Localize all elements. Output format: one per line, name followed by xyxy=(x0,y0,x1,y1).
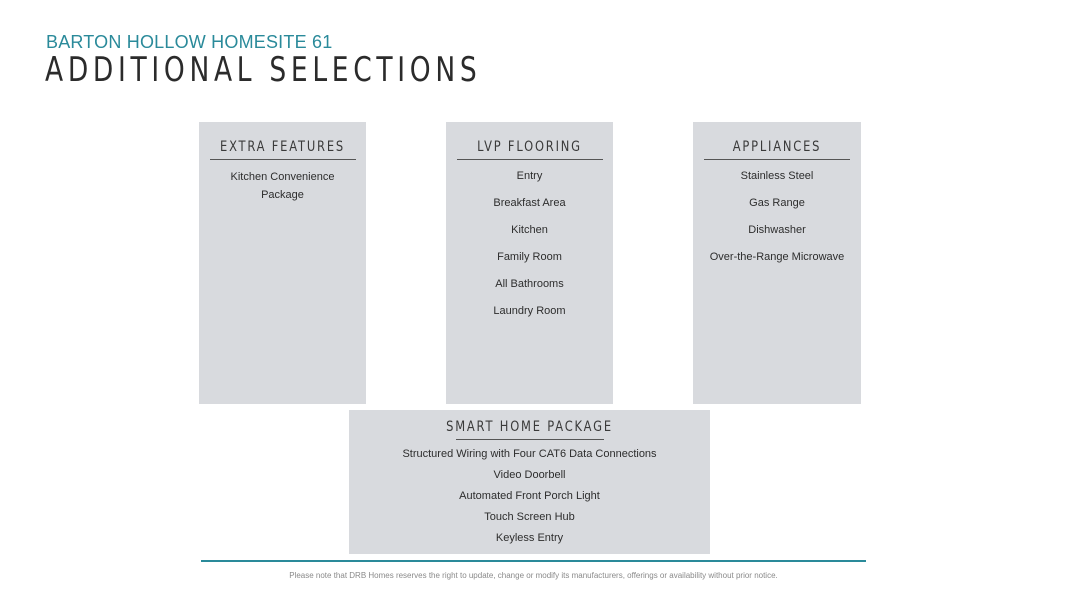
disclaimer-text: Please note that DRB Homes reserves the right to update, change or modify its manufacturers, offerings or availability without prior notice. xyxy=(289,571,778,580)
list-item: All Bathrooms xyxy=(495,278,564,291)
page-title: ADDITIONAL SELECTIONS xyxy=(45,50,482,90)
list-item: Kitchen xyxy=(511,224,548,237)
list-item: Keyless Entry xyxy=(495,532,564,545)
heading-divider xyxy=(704,159,850,160)
heading-divider xyxy=(456,439,604,440)
appliances-card xyxy=(693,122,861,404)
list-item: Automated Front Porch Light xyxy=(459,490,600,503)
list-item: Gas Range xyxy=(749,197,805,210)
list-item: Breakfast Area xyxy=(493,197,566,210)
heading-divider xyxy=(210,159,356,160)
page-subtitle: BARTON HOLLOW HOMESITE 61 xyxy=(46,32,333,52)
extra-features-heading: EXTRA FEATURES xyxy=(220,139,345,155)
extra-features-card xyxy=(199,122,366,404)
list-item: Video Doorbell xyxy=(493,469,566,482)
heading-divider xyxy=(457,159,603,160)
list-item: Dishwasher xyxy=(748,224,806,237)
list-item: Touch Screen Hub xyxy=(484,511,575,524)
footer-divider xyxy=(201,560,866,562)
list-item: Entry xyxy=(516,170,543,182)
list-item: Family Room xyxy=(497,251,562,264)
list-item: Over-the-Range Microwave xyxy=(709,251,845,264)
list-item: Kitchen Convenience Package xyxy=(230,171,335,201)
appliances-heading: APPLIANCES xyxy=(732,139,822,155)
smart-home-package-heading: SMART HOME PACKAGE xyxy=(446,419,613,435)
smart-home-package-card xyxy=(349,410,710,554)
list-item: Stainless Steel xyxy=(740,170,814,182)
list-item: Laundry Room xyxy=(493,305,566,318)
list-item: Structured Wiring with Four CAT6 Data Connections xyxy=(402,448,657,460)
lvp-flooring-card xyxy=(446,122,613,404)
lvp-flooring-heading: LVP FLOORING xyxy=(477,139,582,155)
